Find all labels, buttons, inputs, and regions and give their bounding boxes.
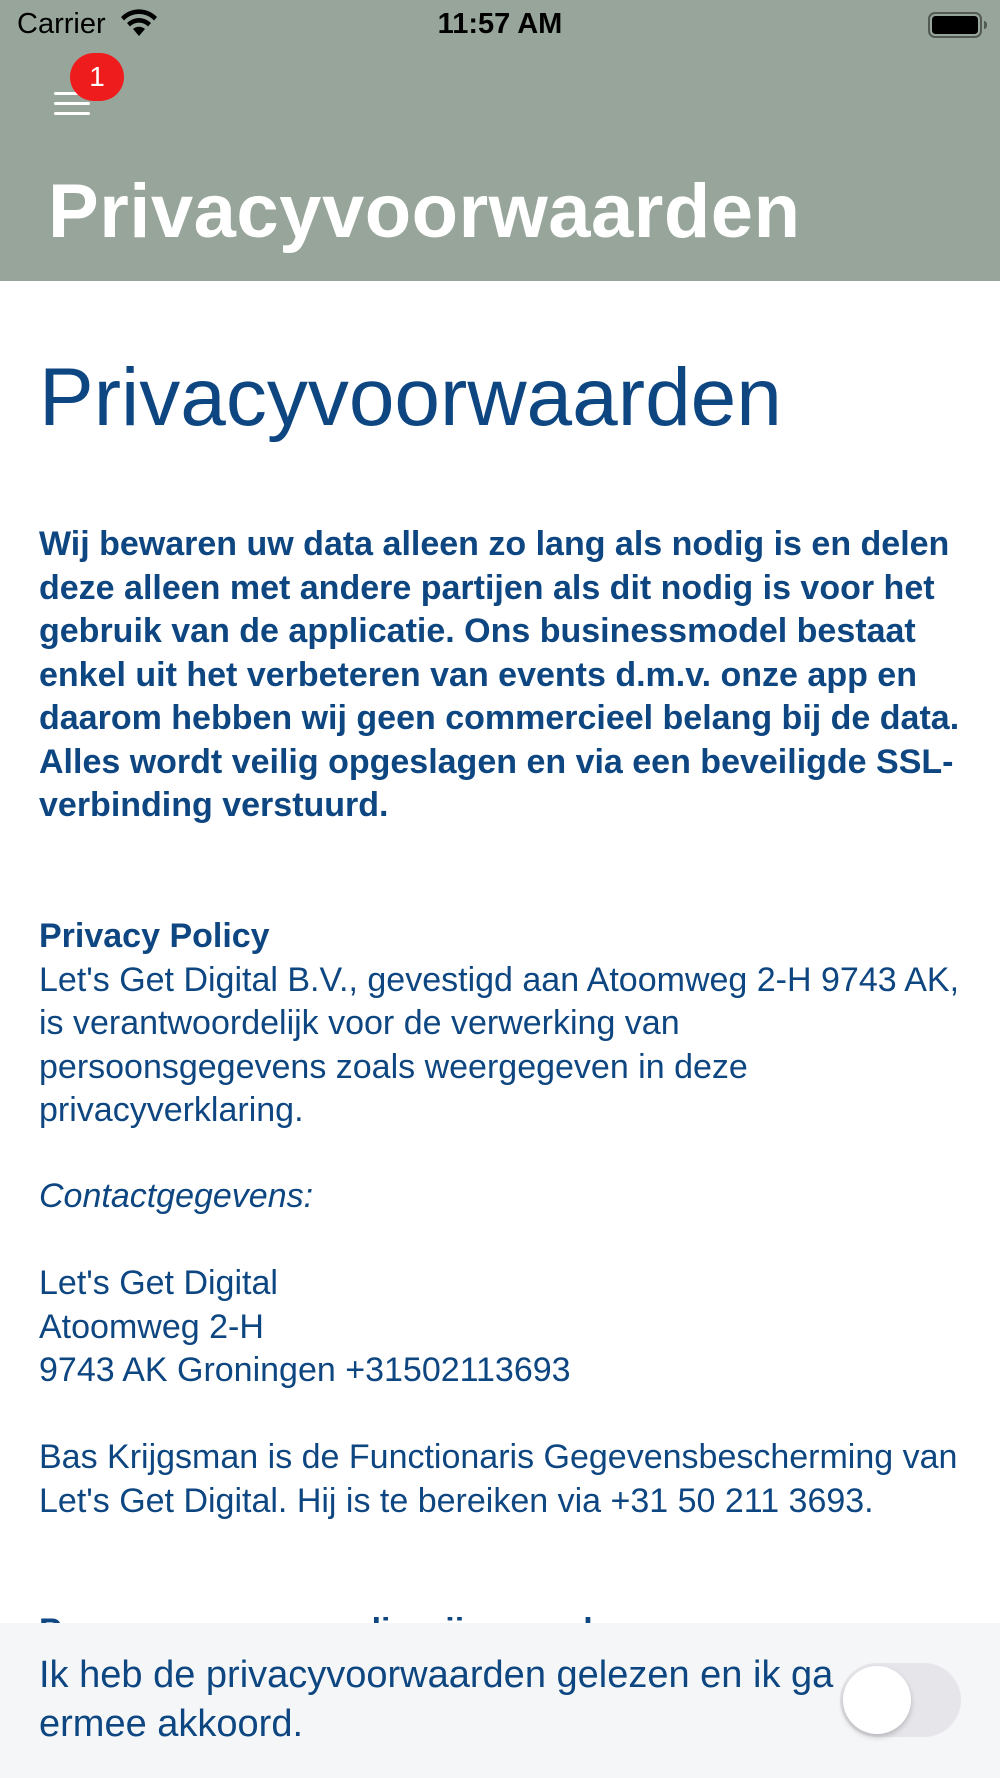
agreement-bar [0, 1623, 1000, 1778]
clock: 11:57 AM [437, 8, 563, 40]
battery-icon [928, 11, 988, 39]
data-protection-officer-text: Bas Krijgsman is de Functionaris Gegevensbescherming van Let's Get Digital. Hij is te bereiken via +31 50 211 3693. [39, 1438, 958, 1520]
header-title: Privacyvoorwaarden [48, 169, 801, 254]
page-title: Privacyvoorwaarden [39, 352, 782, 443]
privacy-content[interactable] [0, 281, 1000, 1623]
address-line: Let's Get Digital [39, 1264, 278, 1302]
contact-address [39, 1262, 974, 1393]
app-header [0, 0, 1000, 281]
privacy-policy-heading: Privacy Policy [39, 917, 270, 955]
privacy-policy-text: Let's Get Digital B.V., gevestigd aan Atoomweg 2-H 9743 AK, is verantwoordelijk voor de verwerking van persoonsgegevens zoals weergegeven in deze privacyverklaring. [39, 960, 960, 1129]
carrier-label: Carrier [17, 8, 106, 40]
agree-toggle[interactable] [840, 1663, 961, 1737]
status-bar [0, 0, 1000, 52]
address-line: 9743 AK Groningen +31502113693 [39, 1351, 571, 1389]
contact-label: Contactgegevens: [39, 1177, 314, 1215]
agree-label: Ik heb de privacyvoorwaarden gelezen en ik ga ermee akkoord. [39, 1654, 834, 1745]
privacy-policy-section [39, 915, 974, 1133]
toggle-knob [843, 1666, 911, 1734]
address-line: Atoomweg 2-H [39, 1307, 264, 1346]
intro-paragraph: Wij bewaren uw data alleen zo lang als nodig is en delen deze alleen met andere partijen als dit nodig is voor het gebruik van de applicatie. Ons businessmodel bestaat enkel uit het verbeteren van events d.m.v. onze app en daarom hebben wij geen commercieel belang bij de data. Alles wordt veilig opgeslagen en via een beveiligde SSL-verbinding verstuurd. [39, 525, 960, 824]
notification-badge: 1 [70, 53, 124, 101]
